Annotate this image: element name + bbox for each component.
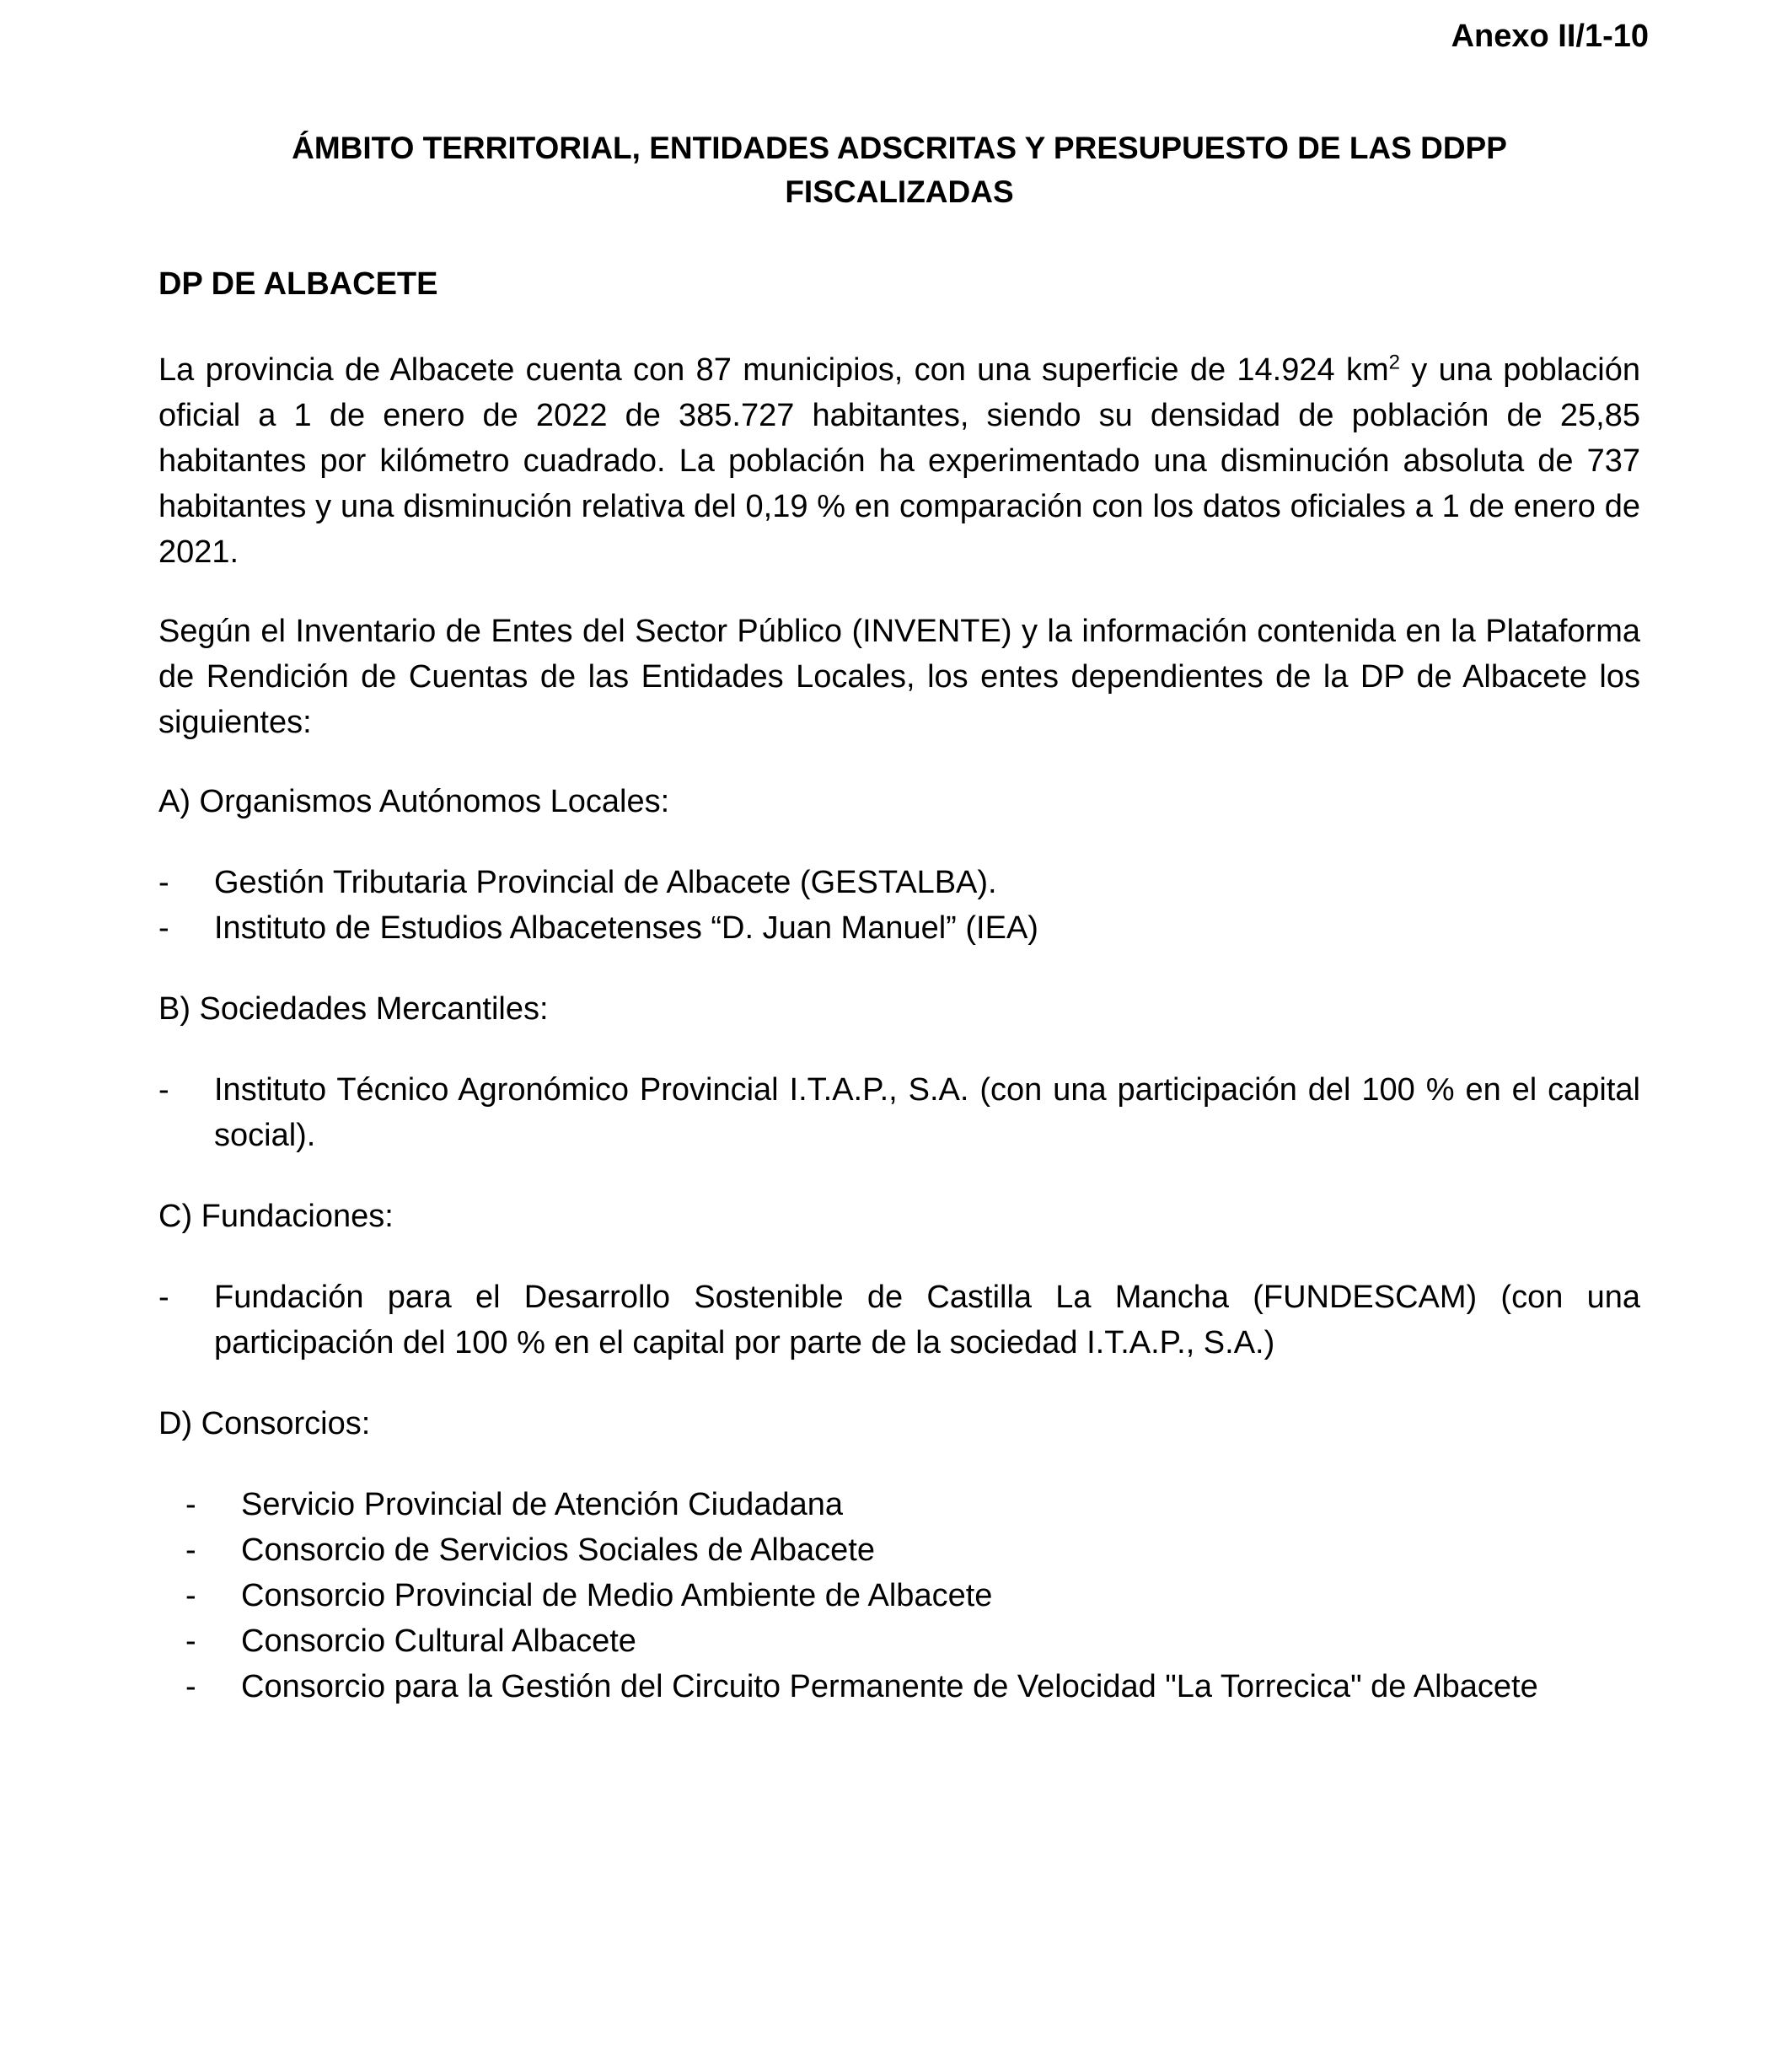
list-fundaciones (158, 1275, 1640, 1366)
section-label-organismos: A) Organismos Autónomos Locales: (158, 784, 670, 819)
list-item-text: Consorcio Provincial de Medio Ambiente de Albacete (241, 1578, 993, 1613)
title-line-1: ÁMBITO TERRITORIAL, ENTIDADES ADSCRITAS Y PRESUPUESTO DE LAS DDPP (292, 131, 1507, 165)
list-item-text: Instituto Técnico Agronómico Provincial I.T.A.P., S.A. (con una participación del 100 % en el capital social). (214, 1072, 1640, 1153)
list-consorcios (158, 1482, 1640, 1709)
section-label-sociedades: B) Sociedades Mercantiles: (158, 991, 549, 1027)
annex-label: Anexo II/1-10 (1451, 19, 1649, 54)
list-item (158, 1527, 1640, 1573)
superscript-two: 2 (1388, 351, 1400, 374)
dash-bullet: - (158, 910, 169, 946)
paragraph-population-part1: La provincia de Albacete cuenta con 87 municipios, con una superficie de 14.924 km (158, 352, 1389, 388)
list-item-text: Consorcio para la Gestión del Circuito Permanente de Velocidad "La Torrecica" de Albacete (241, 1669, 1538, 1704)
paragraph-entities-intro: Según el Inventario de Entes del Sector Público (INVENTE) y la información contenida en la Plataforma de Rendición de Cuentas de las Entidades Locales, los entes dependientes de la DP de Albacete los siguientes: (158, 614, 1640, 740)
list-item (158, 860, 1640, 905)
document-title (158, 126, 1640, 214)
paragraph-population-part2: y una población oficial a 1 de enero de 2022 de 385.727 habitantes, siendo su densidad de población de 25,85 habitantes por kilómetro cuadrado. La población ha experimentado una disminución absoluta de 737 habitantes y una disminución relativa del 0,19 % en comparación con los datos oficiales a 1 de enero de 2021. (158, 352, 1640, 570)
dash-bullet: - (158, 865, 169, 900)
list-item (158, 1482, 1640, 1527)
list-item-text: Gestión Tributaria Provincial de Albacete (GESTALBA). (214, 865, 997, 900)
list-organismos (158, 860, 1640, 951)
dash-bullet: - (185, 1623, 196, 1659)
list-item-text: Fundación para el Desarrollo Sostenible de Castilla La Mancha (FUNDESCAM) (con una participación del 100 % en el capital por parte de la sociedad I.T.A.P., S.A.) (214, 1280, 1640, 1360)
dash-bullet: - (158, 1280, 169, 1315)
list-item (158, 1573, 1640, 1618)
dash-bullet: - (158, 1072, 169, 1108)
dash-bullet: - (185, 1487, 196, 1522)
list-item (158, 1618, 1640, 1664)
section-heading: DP DE ALBACETE (158, 266, 438, 302)
section-label-fundaciones: C) Fundaciones: (158, 1199, 394, 1234)
list-item (158, 1067, 1640, 1158)
list-item-text: Instituto de Estudios Albacetenses “D. Juan Manuel” (IEA) (214, 910, 1038, 946)
list-sociedades (158, 1067, 1640, 1158)
dash-bullet: - (185, 1669, 196, 1704)
list-item (158, 1275, 1640, 1366)
document-body (158, 261, 1640, 1745)
paragraph-population (158, 347, 1640, 575)
dash-bullet: - (185, 1532, 196, 1568)
title-line-2: FISCALIZADAS (785, 174, 1014, 209)
list-item-text: Consorcio de Servicios Sociales de Albacete (241, 1532, 875, 1568)
list-item-text: Consorcio Cultural Albacete (241, 1623, 636, 1659)
list-item-text: Servicio Provincial de Atención Ciudadana (241, 1487, 843, 1522)
list-item (158, 905, 1640, 951)
section-label-consorcios: D) Consorcios: (158, 1406, 371, 1441)
dash-bullet: - (185, 1578, 196, 1613)
list-item (158, 1664, 1640, 1709)
